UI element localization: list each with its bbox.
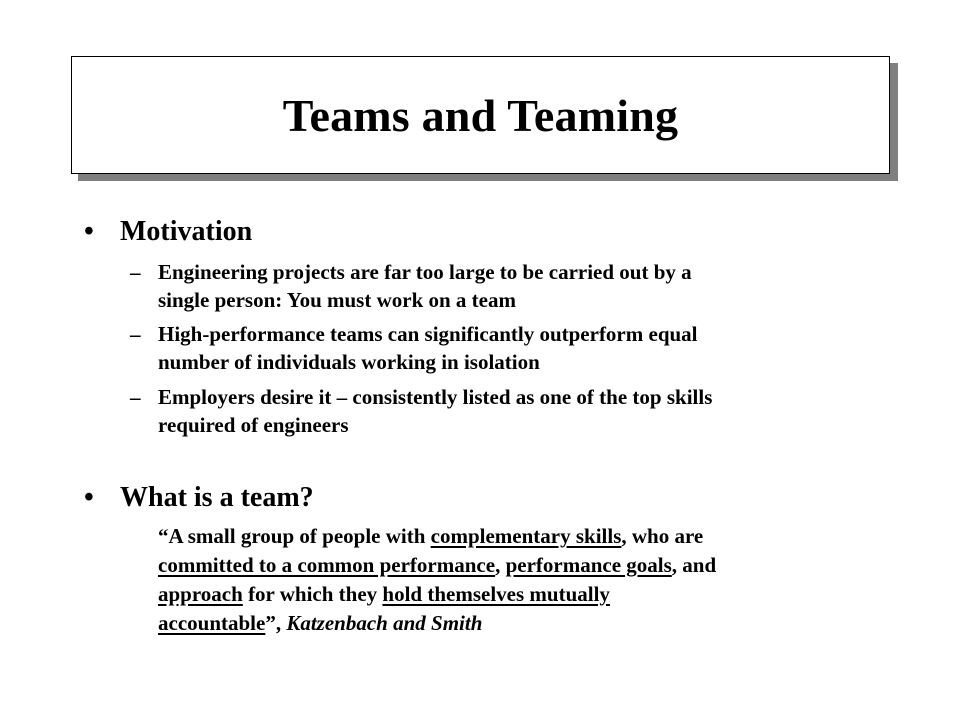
quote-line-4 <box>158 609 716 638</box>
quote-underlined: complementary skills <box>430 524 622 548</box>
quote-line-1 <box>158 522 716 551</box>
quote-underlined: accountable <box>158 611 266 635</box>
quote-line-3 <box>158 580 716 609</box>
dash: – <box>130 260 141 284</box>
subitem-line: number of individuals working in isolation <box>158 350 540 374</box>
quote-underlined: approach <box>158 582 243 606</box>
quote-underlined: performance goals <box>505 553 672 577</box>
bullet-label: What is a team? <box>120 482 314 513</box>
quote-text: , <box>495 553 506 577</box>
bullet-dot: • <box>84 216 94 247</box>
subitem-line: High-performance teams can significantly outperform equal <box>158 322 698 346</box>
subitem-line: single person: You must work on a team <box>158 288 516 312</box>
bullet-label: Motivation <box>120 216 253 247</box>
subitem-line: required of engineers <box>158 413 349 437</box>
dash: – <box>130 322 141 346</box>
dash: – <box>130 385 141 409</box>
subitem-line: Employers desire it – consistently listed as one of the top skills <box>158 385 713 409</box>
quote-underlined: committed to a common performance <box>158 553 496 577</box>
title-box <box>71 56 890 174</box>
slide-title: Teams and Teaming <box>282 89 679 141</box>
quote-attribution: Katzenbach and Smith <box>286 611 483 635</box>
quote-line-2 <box>158 551 716 580</box>
quote-underlined: hold themselves mutually <box>382 582 610 606</box>
quote-text: for which they <box>242 582 383 606</box>
quote-text: , who are <box>621 524 704 548</box>
quote-text: “A small group of people with <box>158 524 431 548</box>
team-definition-quote <box>158 522 716 638</box>
bullet-dot: • <box>84 482 94 513</box>
quote-text: , and <box>671 553 717 577</box>
subitem-line: Engineering projects are far too large to be carried out by a <box>158 260 692 284</box>
quote-text: ”, <box>265 611 287 635</box>
